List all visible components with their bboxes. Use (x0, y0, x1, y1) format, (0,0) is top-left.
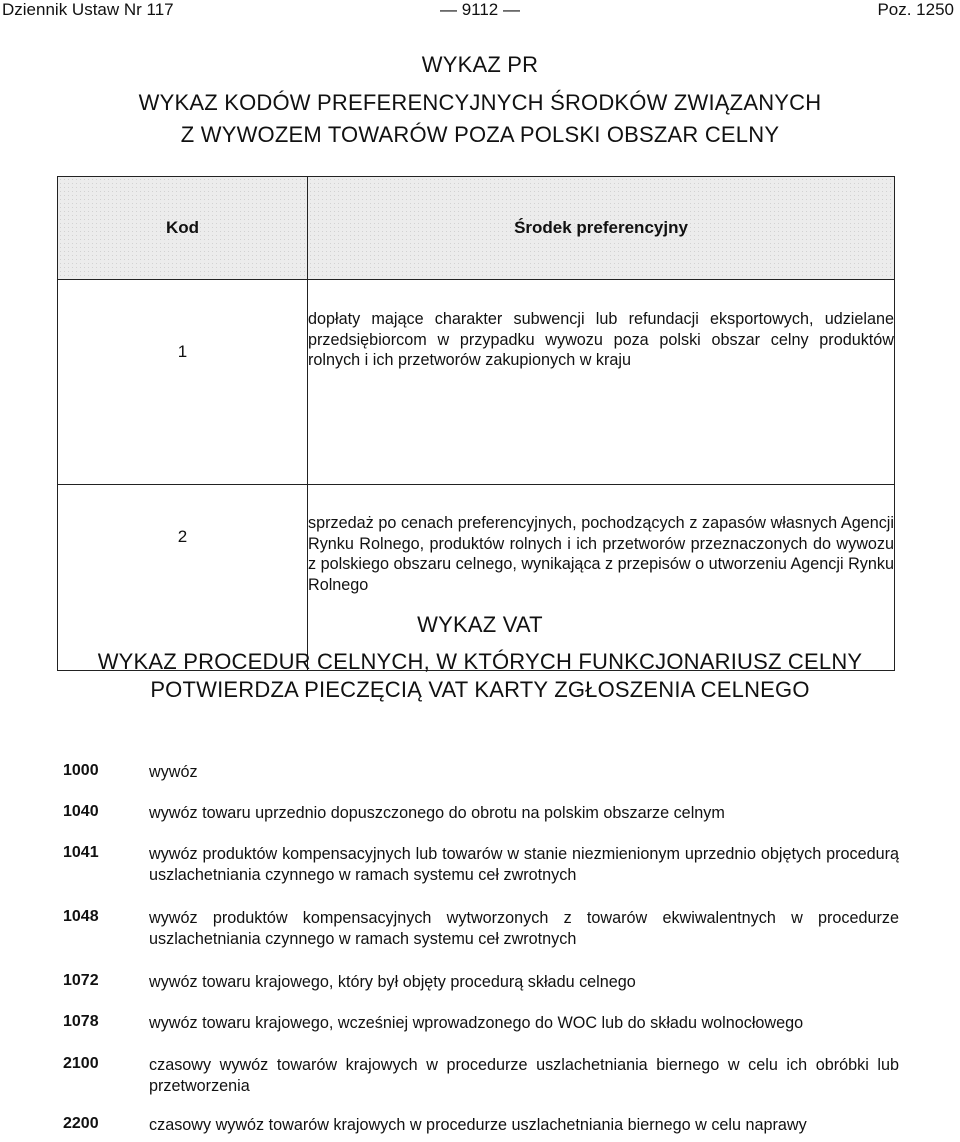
pr-subtitle-line1: WYKAZ KODÓW PREFERENCYJNYCH ŚRODKÓW ZWIĄZANYCH (138, 90, 822, 115)
procedure-description: czasowy wywóz towarów krajowych w procedurze uszlachetniania biernego w celu ich obróbki lub przetworzenia (149, 1056, 899, 1095)
procedure-description: wywóz produktów kompensacyjnych wytworzonych z towarów ekwiwalentnych w procedurze uszlachetniania czynnego w ramach systemu ceł zwrotnych (149, 909, 899, 948)
row-code: 1 (58, 280, 308, 485)
procedure-code: 1041 (63, 844, 99, 861)
procedure-code: 1048 (63, 908, 99, 925)
procedure-code: 1000 (63, 762, 99, 779)
procedure-description: wywóz (149, 763, 198, 781)
pr-subtitle-line2: Z WYWOZEM TOWARÓW POZA POLSKI OBSZAR CELNY (180, 122, 780, 147)
pr-table-header-row (58, 177, 895, 280)
procedure-code: 2100 (63, 1055, 99, 1072)
column-header-code: Kod (58, 177, 308, 280)
row-description: dopłaty mające charakter subwencji lub refundacji eksportowych, udzielane przedsiębiorcom w przypadku wywozu poza polski obszar celny produktów rolnych i ich przetworów zakupionych w kraju (308, 280, 895, 485)
procedure-description: wywóz towaru krajowego, wcześniej wprowadzonego do WOC lub do składu wolnocłowego (149, 1014, 804, 1032)
page-number: — 9112 — (439, 0, 520, 19)
journal-name: Dziennik Ustaw Nr 117 (2, 0, 174, 19)
procedure-description: czasowy wywóz towarów krajowych w procedurze uszlachetniania biernego w celu naprawy (149, 1116, 807, 1134)
pr-title: WYKAZ PR (421, 52, 539, 77)
procedure-code: 1040 (63, 803, 99, 820)
procedure-code: 1078 (63, 1013, 99, 1030)
pr-table (57, 176, 895, 671)
vat-subtitle-line2: POTWIERDZA PIECZĘCIĄ VAT KARTY ZGŁOSZENIA CELNEGO (150, 677, 810, 702)
row-description: sprzedaż po cenach preferencyjnych, pochodzących z zapasów własnych Agencji Rynku Rolnego, produktów rolnych i ich przetworów przeznaczonych do wywozu z polskiego obszaru celnego, wynikająca z przepisów o utworzeniu Agencji Rynku Rolnego (308, 485, 895, 671)
position-number: Poz. 1250 (877, 0, 954, 19)
procedure-description: wywóz produktów kompensacyjnych lub towarów w stanie niezmienionym uprzednio objętych procedurą uszlachetniania czynnego w ramach systemu ceł zwrotnych (149, 845, 899, 884)
vat-title: WYKAZ VAT (417, 612, 543, 637)
table-row (58, 280, 895, 485)
procedure-code: 2200 (63, 1115, 99, 1132)
table-row (58, 485, 895, 671)
procedure-description: wywóz towaru uprzednio dopuszczonego do obrotu na polskim obszarze celnym (149, 804, 725, 822)
procedure-code: 1072 (63, 972, 99, 989)
vat-subtitle-line1: WYKAZ PROCEDUR CELNYCH, W KTÓRYCH FUNKCJONARIUSZ CELNY (97, 649, 863, 674)
row-code: 2 (58, 485, 308, 671)
procedure-description: wywóz towaru krajowego, który był objęty procedurą składu celnego (149, 973, 636, 991)
column-header-measure: Środek preferencyjny (308, 177, 895, 280)
